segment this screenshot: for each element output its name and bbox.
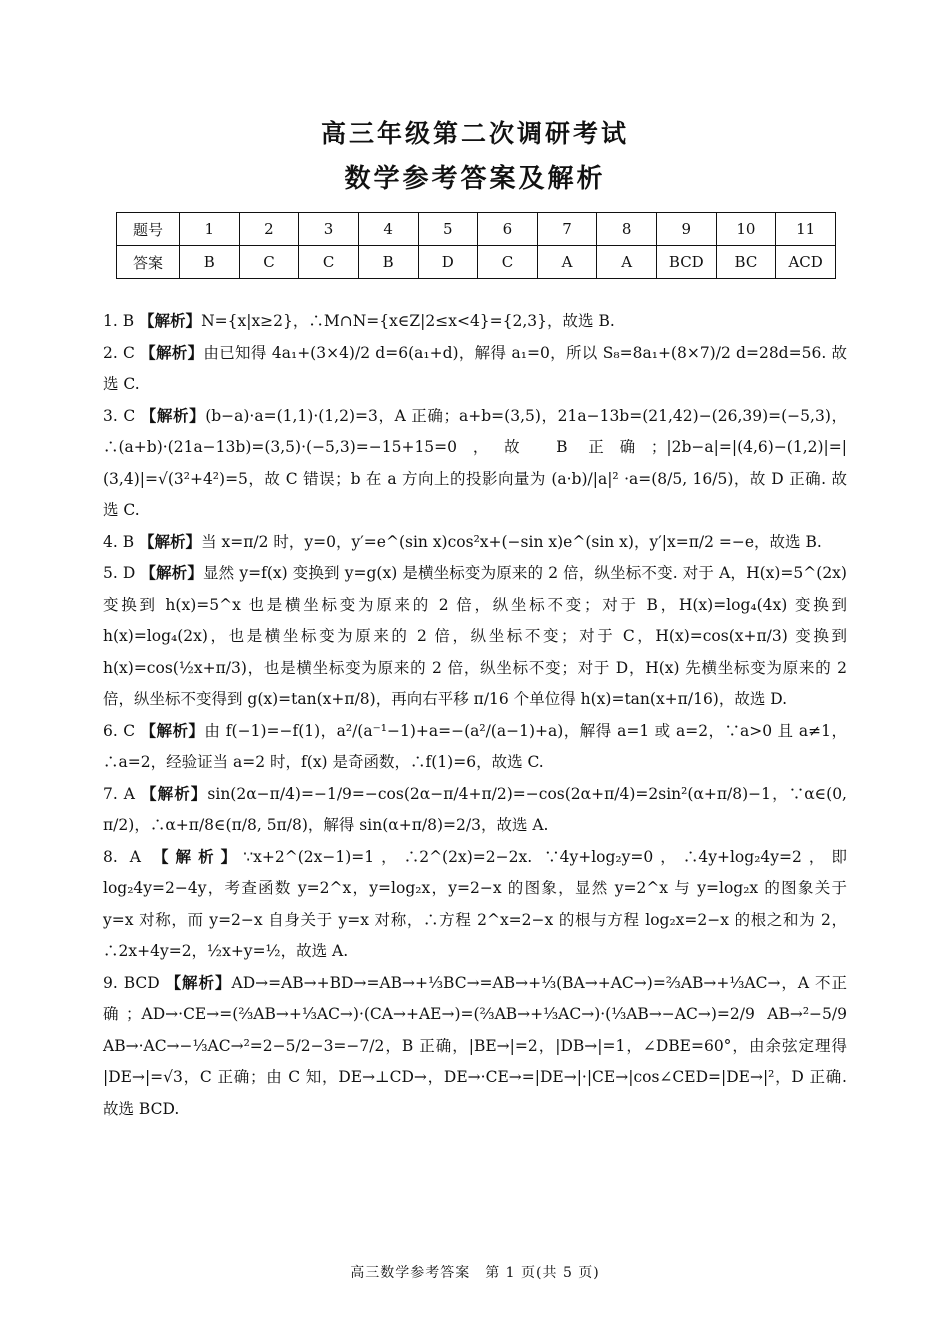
question-number: 10 [716, 213, 776, 246]
answer-cell: A [597, 246, 657, 279]
page-subtitle: 数学参考答案及解析 [344, 164, 606, 194]
answer-cell: B [358, 246, 418, 279]
answer-cell: ACD [776, 246, 836, 279]
answer-cell: B [180, 246, 240, 279]
page-title: 高三年级第二次调研考试 [320, 119, 629, 148]
solution-item [103, 716, 847, 779]
solution-item [103, 306, 847, 338]
solution-item [103, 779, 847, 842]
solution-text: N={x|x≥2}，∴M∩N={x∈Z|2≤x<4}={2,3}，故选 B. [201, 312, 615, 330]
solution-text: AD→=AB→+BD→=AB→+⅓BC→=AB→+⅓(BA→+AC→)=⅔AB→+⅓AC→，A 不正确；AD→·CE→=(⅔AB→+⅓AC→)·(CA→+AE→)=(⅔AB→+⅓AC→)·(⅓AB→−AC→)=2/9 AB→²−5/9 AB→·AC→−⅓AC→²=2−5/2−3=−7/2，B 正确，|BE→|=2，|DB→|=1，∠DBE=60°，由余弦定理得 |DE→|=√3，C 正确；由 C 知，DE→⊥CD→，DE→·CE→=|DE→|·|CE→|cos∠CED=|DE→|²，D 正确. 故选 BCD. [103, 973, 847, 1118]
question-number: 7 [537, 213, 597, 246]
analysis-tag: 【解析】 [140, 721, 205, 740]
solution-number: 4. B [103, 532, 135, 551]
solution-number: 1. B [103, 312, 135, 330]
solution-number: 9. BCD [103, 973, 160, 992]
solution-text: sin(2α−π/4)=−1/9=−cos(2α−π/4+π/2)=−cos(2α+π/4)=2sin²(α+π/8)−1，∵α∈(0, π/2)，∴α+π/8∈(π/8, 5π/8)，解得 sin(α+π/8)=2/3，故选 A. [103, 784, 847, 834]
row-label-answer: 答案 [117, 246, 180, 279]
solution-number: 3. C [103, 406, 136, 425]
question-number: 4 [358, 213, 418, 246]
question-number: 5 [418, 213, 478, 246]
analysis-tag: 【解析】 [152, 847, 244, 866]
answer-cell: D [418, 246, 478, 279]
solution-item [103, 338, 847, 401]
solution-number: 6. C [103, 721, 136, 740]
answer-cell: C [478, 246, 538, 279]
question-number: 1 [180, 213, 240, 246]
answer-cell: A [537, 246, 597, 279]
analysis-tag: 【解析】 [165, 973, 232, 992]
analysis-tag: 【解析】 [139, 312, 202, 330]
solution-text: ∵x+2^(2x−1)=1，∴2^(2x)=2−2x. ∵4y+log₂y=0，∴4y+log₂4y=2，即 log₂4y=2−4y，考查函数 y=2^x，y=log₂x，y=2−x 的图象，显然 y=2^x 与 y=log₂x 的图象关于 y=x 对称，而 y=2−x 自身关于 y=x 对称，∴方程 2^x=2−x 的根与方程 log₂x=2−x 的根之和为 2，∴2x+4y=2，½x+y=½，故选 A. [103, 847, 847, 960]
solutions-list [103, 306, 847, 1125]
question-number: 3 [299, 213, 359, 246]
solution-number: 8. A [103, 847, 141, 866]
question-number: 2 [239, 213, 299, 246]
answer-cell: BC [716, 246, 776, 279]
analysis-tag: 【解析】 [140, 406, 206, 425]
question-number: 8 [597, 213, 657, 246]
row-label-question: 题号 [117, 213, 180, 246]
answer-cell: BCD [657, 246, 717, 279]
solution-number: 5. D [103, 564, 136, 582]
answer-table [116, 212, 836, 279]
solution-item [103, 527, 847, 559]
solution-item [103, 968, 847, 1126]
analysis-tag: 【解析】 [141, 784, 208, 803]
solution-text: 当 x=π/2 时，y=0，y′=e^(sin x)cos²x+(−sin x)e^(sin x)，y′|x=π/2 =−e，故选 B. [201, 532, 822, 551]
analysis-tag: 【解析】 [140, 343, 204, 362]
solution-text: 显然 y=f(x) 变换到 y=g(x) 是横坐标变为原来的 2 倍，纵坐标不变. 对于 A，H(x)=5^(2x) 变换到 h(x)=5^x 也是横坐标变为原来的 2 倍，纵坐标不变；对于 B，H(x)=log₄(4x) 变换到 h(x)=log₄(2x)，也是横坐标变为原来的 2 倍，纵坐标不变；对于 C，H(x)=cos(x+π/3) 变换到 h(x)=cos(½x+π/3)，也是横坐标变为原来的 2 倍，纵坐标不变；对于 D，H(x) 先横坐标变为原来的 2 倍，纵坐标不变得到 g(x)=tan(x+π/8)，再向右平移 π/16 个单位得 h(x)=tan(x+π/16)，故选 D. [103, 564, 847, 708]
answer-table-number-row [117, 213, 836, 246]
solution-number: 2. C [103, 343, 135, 362]
page-footer: 高三数学参考答案 第 1 页(共 5 页) [350, 1265, 600, 1281]
solution-item [103, 842, 847, 968]
analysis-tag: 【解析】 [140, 564, 203, 582]
question-number: 11 [776, 213, 836, 246]
answer-cell: C [299, 246, 359, 279]
solution-text: (b−a)·a=(1,1)·(1,2)=3，A 正确；a+b=(3,5)，21a−13b=(21,42)−(26,39)=(−5,3)，∴(a+b)·(21a−13b)=(3,5)·(−5,3)=−15+15=0，故 B 正确；|2b−a|=|(4,6)−(1,2)|=|(3,4)|=√(3²+4²)=5，故 C 错误；b 在 a 方向上的投影向量为 (a·b)/|a|² ·a=(8/5, 16/5)，故 D 正确. 故选 C. [103, 406, 847, 519]
solution-text: 由 f(−1)=−f(1)，a²/(a⁻¹−1)+a=−(a²/(a−1)+a)，解得 a=1 或 a=2，∵a>0 且 a≠1，∴a=2，经验证当 a=2 时，f(x) 是奇函数，∴f(1)=6，故选 C. [103, 721, 847, 771]
question-number: 9 [657, 213, 717, 246]
solution-number: 7. A [103, 784, 135, 803]
answer-table-answer-row [117, 246, 836, 279]
solution-item [103, 401, 847, 527]
solution-text: 由已知得 4a₁+(3×4)/2 d=6(a₁+d)，解得 a₁=0，所以 S₈=8a₁+(8×7)/2 d=28d=56. 故选 C. [103, 343, 847, 393]
question-number: 6 [478, 213, 538, 246]
answer-cell: C [239, 246, 299, 279]
analysis-tag: 【解析】 [139, 532, 202, 551]
solution-item [103, 558, 847, 716]
